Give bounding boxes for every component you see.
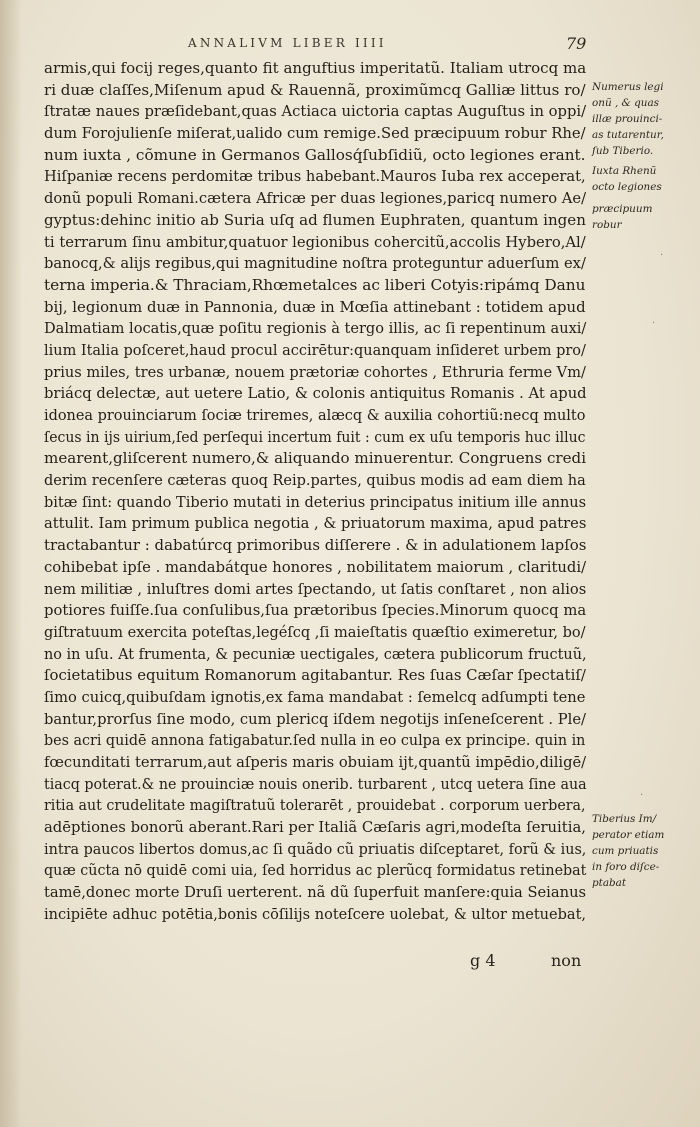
marginal-note-line: robur xyxy=(592,219,622,231)
text-line: attulit. Iam primum publica negotia , & priuatorum maxima, apud patres xyxy=(44,514,587,533)
text-line: banocq,& alijs regibus,qui magnitudine noſtra proteguntur aduerſum ex/ xyxy=(44,254,586,273)
text-line: bitæ ſint: quando Tiberio mutati in deterius principatus initium ille annus xyxy=(44,492,587,511)
text-line: ſimo cuicq,quibuſdam ignotis,ex fama mandabat : ſemelcq adſumpti tene xyxy=(44,687,586,706)
marginal-note-line: perator etiam xyxy=(592,829,665,841)
marginal-note-line: illæ prouinci- xyxy=(592,113,663,125)
text-line: ti terrarum ſinu ambitur,quatuor legionibus cohercitũ,accolis Hybero,Al/ xyxy=(44,232,586,251)
text-line: quæ cũcta nō quidē comi uia, ſed horridus ac plerũcq formidatus retinebat xyxy=(44,861,587,880)
signature-mark: g 4 xyxy=(470,951,496,970)
text-line: bes acri quidē annona fatigabatur.ſed nulla in eo culpa ex principe. quin in xyxy=(44,731,586,750)
ink-speck: · xyxy=(660,250,664,261)
text-line: giſtratuum exercita poteſtas,legéſcq ,ſi maieſtatis quæſtio eximeretur, bo/ xyxy=(44,622,586,641)
text-line: derim recenſere cæteras quoq Reip.partes, quibus modis ad eam diem ha xyxy=(44,471,586,490)
marginalia-column xyxy=(592,0,696,1127)
text-line: no in uſu. At frumenta, & pecuniæ uectigales, cætera publicorum fructuũ, xyxy=(44,644,587,663)
marginal-note-line: præcipuum xyxy=(592,203,653,215)
text-line: incipiēte adhuc potētia,bonis cōſilijs noteſcere uolebat, & ultor metuebat, xyxy=(44,904,587,923)
text-line: ſocietatibus equitum Romanorum agitabantur. Res ſuas Cæſar ſpectatiſ/ xyxy=(44,666,586,685)
text-line: intra paucos libertos domus,ac ſi quãdo cũ priuatis diſceptaret, forũ & ius, xyxy=(44,839,587,858)
marginal-note-line: onũ , & quas xyxy=(592,97,659,109)
text-line: donũ populi Romani.cætera Africæ per duas legiones,paricq numero Ae/ xyxy=(44,189,587,208)
marginal-note-line: in foro diſce- xyxy=(592,861,660,873)
text-line: mearent,gliſcerent numero,& aliquando minuerentur. Congruens credi xyxy=(44,449,587,468)
main-text-block xyxy=(44,58,586,926)
text-line: nem militiæ , inluſtres domi artes ſpectando, ut ſatis conſtaret , non alios xyxy=(44,579,587,598)
marginal-note-line: Tiberius Im/ xyxy=(592,813,657,825)
text-line: dum Forojulienſe miſerat,ualido cum remige.Sed præcipuum robur Rhe/ xyxy=(44,124,586,143)
text-line: Hiſpaniæ recens perdomitæ tribus habebant.Mauros Iuba rex acceperat, xyxy=(44,167,586,186)
text-line: ritia aut crudelitate magiſtratuũ tolerarēt , prouidebat . corporum uerbera, xyxy=(44,796,586,815)
text-line: ri duæ claſſes,Miſenum apud & Rauennã, proximũmcq Galliæ littus ro/ xyxy=(44,80,586,99)
marginal-note-line: cum priuatis xyxy=(592,845,659,857)
marginal-note-line: Numerus legi xyxy=(592,81,664,93)
folio-number: 79 xyxy=(566,34,587,53)
catchword: non xyxy=(551,951,582,970)
marginal-note-line: ptabat xyxy=(592,877,627,889)
text-line: prius miles, tres urbanæ, nouem prætoriæ cohortes , Ethruria ferme Vm/ xyxy=(44,362,586,381)
text-line: num iuxta , cõmune in Germanos Gallosq́ſubſidiũ, octo legiones erant. xyxy=(44,145,586,164)
text-line: adēptiones bonorũ aberant.Rari per Italiã Cæſaris agri,modeſta ſeruitia, xyxy=(44,818,586,837)
ink-speck: · xyxy=(640,790,644,801)
text-line: tamē,donec morte Druſi uerterent. nã dũ ſuperfuit manſere:quia Seianus xyxy=(44,883,587,902)
text-line: armis,qui focij reges,quanto fit anguftius imperitatũ. Italiam utrocq ma xyxy=(44,59,587,77)
text-line: potiores fuiſſe.ſua conſulibus,ſua prætoribus ſpecies.Minorum quocq ma xyxy=(44,601,587,620)
text-line: ſecus in ijs uirium,ſed perſequi incertum fuit : cum ex uſu temporis huc illuc xyxy=(44,427,586,446)
text-line: briácq delectæ, aut uetere Latio, & colonis antiquitus Romanis . At apud xyxy=(44,384,587,403)
marginal-note-line: as tutarentur, xyxy=(592,129,664,141)
text-line: terna imperia.& Thraciam,Rhœmetalces ac liberi Cotyis:ripámq Danu xyxy=(44,275,586,294)
marginal-note-line: ſub Tiberio. xyxy=(592,145,654,157)
text-line: fœcunditati terrarum,aut aſperis maris obuiam ijt,quantũ impēdio,diligē/ xyxy=(44,753,587,771)
text-line: bij, legionum duæ in Pannonia, duæ in Mœſia attinebant : totidem apud xyxy=(44,297,586,316)
text-line: tractabantur : dabatúrcq primoribus diſſerere . & in adulationem lapſos xyxy=(44,536,587,555)
text-line: bantur,prorſus ſine modo, cum plericq iſdem negotijs inſeneſcerent . Ple/ xyxy=(44,709,586,728)
text-line: ſtratæ naues præſidebant,quas Actiaca uictoria captas Auguſtus in oppi/ xyxy=(44,102,587,121)
text-line: tiacq poterat.& ne prouinciæ nouis onerib. turbarent , utcq uetera ſine aua xyxy=(44,774,587,793)
ink-speck: · xyxy=(652,318,656,329)
text-line: gyptus:dehinc initio ab Suria uſq ad flumen Euphraten, quantum ingen xyxy=(44,210,586,229)
text-line: lium Italia poſceret,haud procul accirētur:quanquam inſideret urbem pro/ xyxy=(44,340,586,359)
running-head: ANNALIVM LIBER IIII xyxy=(188,36,387,50)
marginal-note-line: Iuxta Rhenũ xyxy=(592,165,657,177)
text-line: idonea prouinciarum ſociæ triremes, alæcq & auxilia cohortiũ:necq multo xyxy=(44,406,586,424)
text-line: cohibebat ipſe . mandabátque honores , nobilitatem maiorum , claritudi/ xyxy=(44,557,587,576)
marginal-note-line: octo legiones xyxy=(592,181,662,193)
text-line: Dalmatiam locatis,quæ poſitu regionis à tergo illis, ac ſi repentinum auxi/ xyxy=(44,319,587,338)
